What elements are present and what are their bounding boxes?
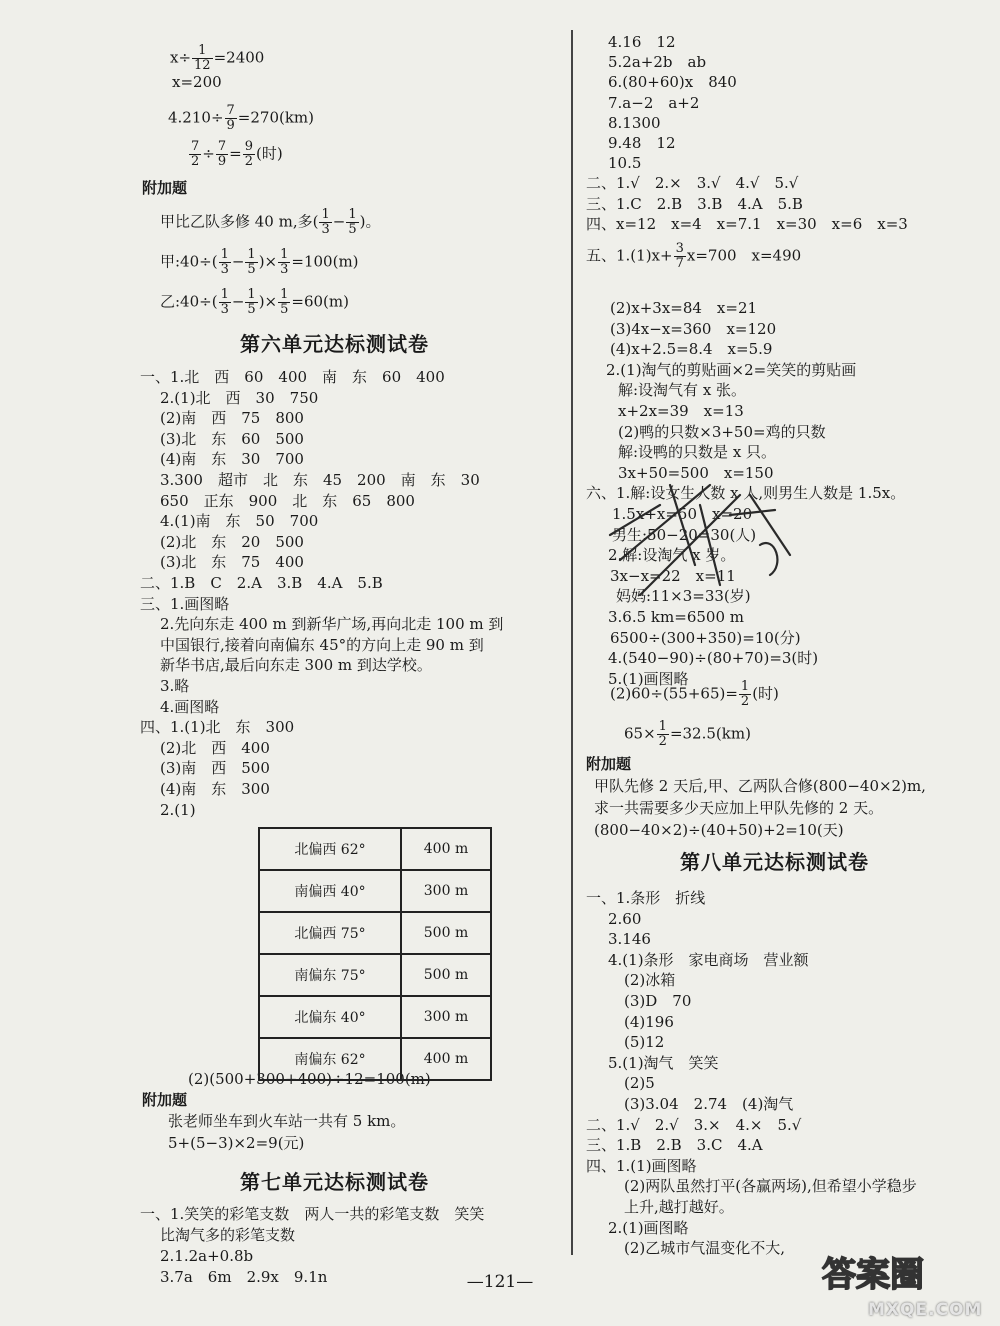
- distance-cell: 300 m: [401, 870, 491, 912]
- answer-line: 6.(80+60)x 840: [608, 73, 737, 92]
- answer-line: 妈妈:11×3=33(岁): [616, 587, 751, 606]
- answer-line: 二、1.√ 2.× 3.√ 4.√ 5.√: [586, 174, 799, 193]
- answer-line: 三、1.C 2.B 3.B 4.A 5.B: [586, 194, 803, 213]
- answer-line: (2)北 西 400: [160, 738, 270, 757]
- answer-line: (2)鸭的只数×3+50=鸡的只数: [618, 422, 826, 441]
- answer-line: 比淘气多的彩笔支数: [160, 1226, 296, 1244]
- answer-line: (3)南 西 500: [160, 759, 270, 778]
- bonus-line: 张老师坐车到火车站一共有 5 km。: [168, 1112, 406, 1130]
- answer-line: (2)60÷(55+65)= $\frac{1}{2}$ (时): [610, 679, 779, 709]
- answer-line: 四、x=12 x=4 x=7.1 x=30 x=6 x=3: [586, 214, 908, 233]
- answer-line: 1.5x+x=50 x=20: [612, 505, 753, 523]
- bonus-line: 甲比乙队多修 40 m,多( $\frac{1}{3}$ − $\frac{1}{5}$ )。: [160, 207, 381, 237]
- answer-line: (2)北 东 20 500: [160, 532, 304, 551]
- answer-line: (3)3.04 2.74 (4)淘气: [624, 1095, 794, 1113]
- answer-line: 2.(1)北 西 30 750: [160, 388, 319, 407]
- section-title-unit8: 第八单元达标测试卷: [680, 850, 869, 874]
- answer-line: 4.16 12: [608, 33, 676, 51]
- answer-line: 三、1.画图略: [140, 594, 230, 613]
- fraction: $\frac{1}{12}$: [194, 43, 211, 73]
- answer-line: 四、1.(1)画图略: [586, 1156, 697, 1175]
- answer-line: 5.2a+2b ab: [608, 53, 707, 72]
- table-row: [259, 1038, 491, 1080]
- answer-line: 65× $\frac{1}{2}$ =32.5(km): [624, 719, 751, 749]
- direction-cell: 北偏东 40°: [259, 996, 401, 1038]
- bonus-line: 5+(5−3)×2=9(元): [168, 1134, 305, 1152]
- distance-cell: 300 m: [401, 996, 491, 1038]
- answer-line: 3.146: [608, 930, 651, 949]
- answer-line: 650 正东 900 北 东 65 800: [160, 491, 415, 510]
- distance-cell: 400 m: [401, 1038, 491, 1080]
- answer-line: 四、1.(1)北 东 300: [140, 718, 295, 737]
- answer-line: 一、1.条形 折线: [586, 889, 706, 907]
- answer-line: 3.6.5 km=6500 m: [608, 608, 744, 626]
- bonus-line: 求一共需要多少天应加上甲队先修的 2 天。: [594, 799, 884, 817]
- scribble-stamp-mark: [600, 475, 800, 615]
- answer-line: 4.(1)条形 家电商场 营业额: [608, 950, 809, 969]
- watermark-text: MXQE.COM: [868, 1300, 983, 1320]
- answer-line: (4)196: [624, 1012, 674, 1031]
- answer-line: (2)x+3x=84 x=21: [610, 299, 758, 317]
- watermark-logo-text: 答案圈: [822, 1255, 924, 1295]
- fraction: $\frac{7}{9}$: [226, 103, 235, 133]
- direction-cell: 北偏西 62°: [259, 828, 401, 870]
- section-title-unit6: 第六单元达标测试卷: [240, 332, 429, 356]
- answer-line: 2.(1)淘气的剪贴画×2=笑笑的剪贴画: [606, 360, 857, 379]
- answer-line: 2.60: [608, 909, 642, 928]
- answer-line: 7.a−2 a+2: [608, 93, 700, 112]
- answer-line: (2)乙城市气温变化不大,: [624, 1239, 786, 1258]
- answer-line: 5.(1)淘气 笑笑: [608, 1053, 719, 1072]
- answer-line: (2)两队虽然打平(各赢两场),但希望小学稳步: [624, 1177, 917, 1196]
- table-row: [259, 996, 491, 1038]
- answer-line: 一、1.笑笑的彩笔支数 两人一共的彩笔支数 笑笑: [140, 1205, 485, 1223]
- answer-line: 5.(1)画图略: [608, 669, 689, 688]
- answer-line: 男生:50−20=30(人): [612, 525, 757, 544]
- equation-line: $\frac{7}{2}$ ÷ $\frac{7}{9}$ = $\frac{9}{2}$ (时): [191, 139, 283, 169]
- table-row: [259, 912, 491, 954]
- answer-line: (2)冰箱: [624, 971, 676, 990]
- distance-cell: 400 m: [401, 828, 491, 870]
- answer-line: 8.1300: [608, 113, 661, 132]
- answer-line: 解:设鸭的只数是 x 只。: [618, 443, 777, 462]
- answer-line: (5)12: [624, 1033, 665, 1052]
- direction-cell: 南偏东 75°: [259, 954, 401, 996]
- table-row: [259, 828, 491, 870]
- answer-line: 6500÷(300+350)=10(分): [610, 628, 801, 647]
- direction-cell: 南偏东 62°: [259, 1038, 401, 1080]
- answer-line: 中国银行,接着向南偏东 45°的方向上走 90 m 到: [160, 635, 484, 654]
- answer-line: x+2x=39 x=13: [618, 402, 744, 420]
- table-row: [259, 954, 491, 996]
- answer-line: 上升,越打越好。: [624, 1198, 734, 1216]
- equation-line: 4.210÷ $\frac{7}{9}$ =270(km): [168, 103, 315, 133]
- distance-cell: 500 m: [401, 954, 491, 996]
- answer-line: (2)(500+300+400)÷12=100(m): [188, 1070, 431, 1088]
- answer-line: 2.(1)画图略: [608, 1218, 689, 1237]
- bonus-line: 甲队先修 2 天后,甲、乙两队合修(800−40×2)m,: [594, 777, 926, 795]
- direction-distance-table: [258, 827, 492, 1081]
- answer-line: 3x−x=22 x=11: [610, 566, 736, 585]
- table-row: [259, 870, 491, 912]
- bonus-line: 甲:40÷( $\frac{1}{3}$ − $\frac{1}{5}$ )× $\frac{1}{3}$ =100(m): [160, 247, 359, 277]
- answer-line: 3.略: [160, 677, 190, 695]
- column-divider: [571, 30, 573, 1255]
- answer-line: (4)南 东 30 700: [160, 450, 304, 469]
- answer-line: 3.300 超市 北 东 45 200 南 东 30: [160, 471, 480, 489]
- answer-line: (3)4x−x=360 x=120: [610, 319, 777, 338]
- answer-line: 二、1.B C 2.A 3.B 4.A 5.B: [140, 574, 383, 592]
- bonus-title: 附加题: [586, 755, 632, 773]
- answer-line: 2.解:设淘气 x 岁。: [608, 546, 736, 565]
- direction-cell: 北偏西 75°: [259, 912, 401, 954]
- answer-line: 4.(1)南 东 50 700: [160, 512, 319, 531]
- direction-cell: 南偏西 40°: [259, 870, 401, 912]
- answer-line: 2.1.2a+0.8b: [160, 1247, 254, 1265]
- answer-line: 五、1.(1)x+ $\frac{3}{7}$ x=700 x=490: [586, 241, 802, 271]
- answer-line: 10.5: [608, 154, 642, 173]
- equation-line: x=200: [172, 73, 222, 91]
- bonus-line: 乙:40÷( $\frac{1}{3}$ − $\frac{1}{5}$ )× $\frac{1}{5}$ =60(m): [160, 287, 349, 317]
- bonus-line: (800−40×2)÷(40+50)+2=10(天): [594, 821, 844, 839]
- answer-line: 2.(1): [160, 800, 196, 819]
- answer-line: 新华书店,最后向东走 300 m 到达学校。: [160, 656, 432, 675]
- distance-cell: 500 m: [401, 912, 491, 954]
- answer-line: 4.(540−90)÷(80+70)=3(时): [608, 649, 819, 668]
- answer-line: (4)x+2.5=8.4 x=5.9: [610, 340, 773, 359]
- answer-line: (3)北 东 75 400: [160, 553, 304, 572]
- answer-line: 9.48 12: [608, 134, 676, 152]
- answer-line: (2)5: [624, 1074, 655, 1093]
- answer-line: 3x+50=500 x=150: [618, 463, 774, 482]
- equation-line: x÷ $\frac{1}{12}$ =2400: [170, 43, 265, 73]
- answer-line: (3)D 70: [624, 992, 692, 1010]
- section-title-unit7: 第七单元达标测试卷: [240, 1170, 429, 1194]
- bonus-title: 附加题: [142, 1091, 188, 1109]
- answer-line: 4.画图略: [160, 697, 220, 716]
- answer-line: (2)南 西 75 800: [160, 409, 304, 428]
- answer-line: 三、1.B 2.B 3.C 4.A: [586, 1136, 763, 1155]
- bonus-title: 附加题: [142, 179, 188, 197]
- answer-line: (4)南 东 300: [160, 780, 270, 798]
- answer-line: 3.7a 6m 2.9x 9.1n: [160, 1268, 328, 1286]
- page-number: —121—: [466, 1272, 534, 1292]
- answer-line: (3)北 东 60 500: [160, 429, 304, 448]
- answer-line: 六、1.解:设女生人数 x 人,则男生人数是 1.5x。: [586, 484, 906, 503]
- answer-line: 解:设淘气有 x 张。: [618, 381, 747, 400]
- answer-line: 二、1.√ 2.√ 3.× 4.× 5.√: [586, 1115, 802, 1134]
- answer-line: 一、1.北 西 60 400 南 东 60 400: [140, 368, 445, 386]
- answer-line: 2.先向东走 400 m 到新华广场,再向北走 100 m 到: [160, 615, 504, 634]
